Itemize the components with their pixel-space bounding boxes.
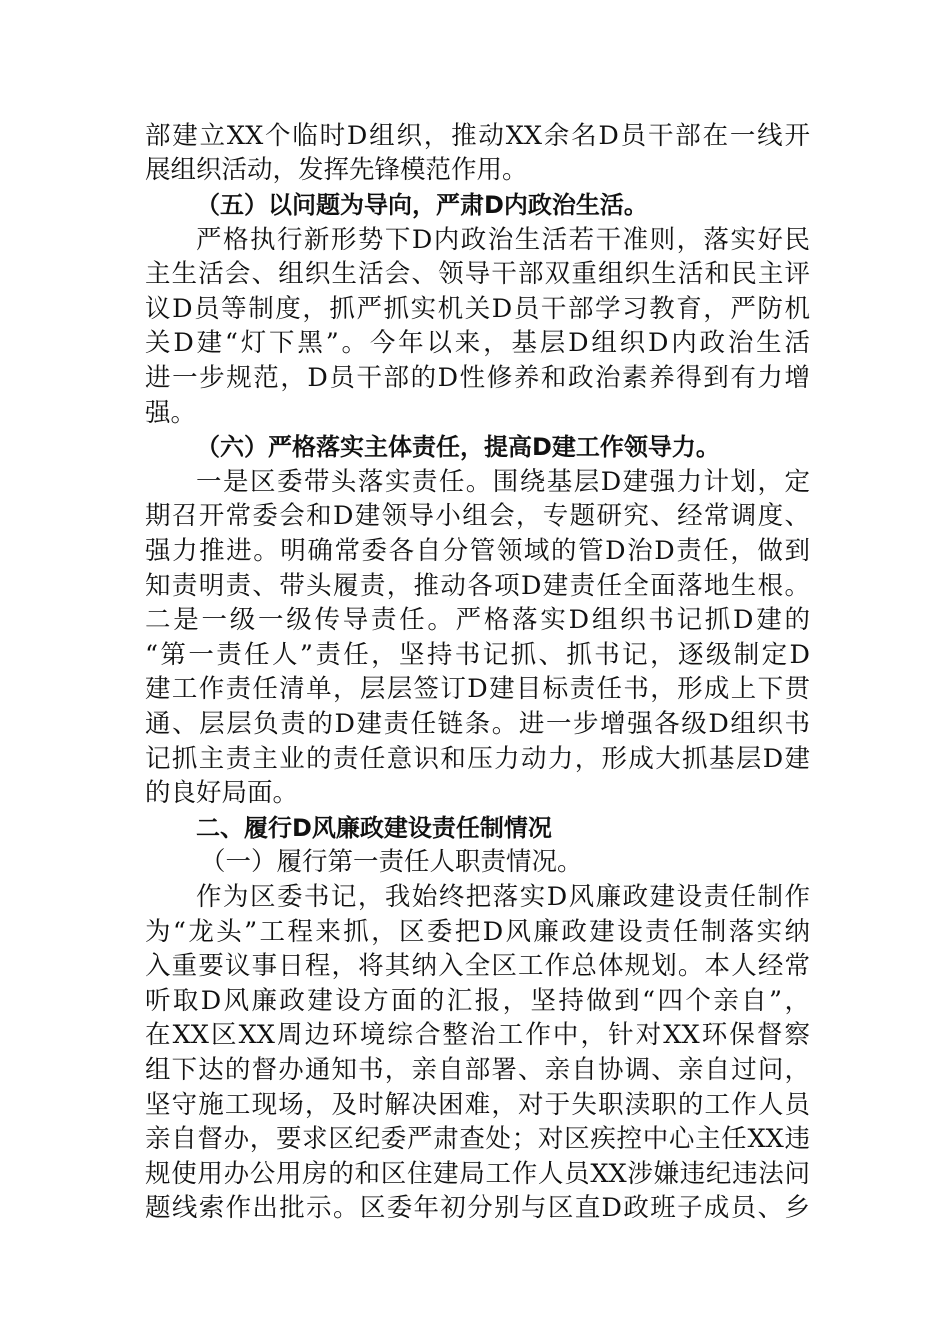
paragraph-line: 主生活会、组织生活会、领导干部双重组织生活和民主评 — [145, 259, 810, 289]
paragraph-line: 议D员等制度，抓严抓实机关D员干部学习教育，严防机 — [145, 294, 810, 324]
paragraph-line: 记抓主责主业的责任意识和压力动力，形成大抓基层D建 — [145, 744, 810, 774]
paragraph-line: 期召开常委会和D建领导小组会，专题研究、经常调度、 — [145, 501, 810, 531]
paragraph-line: 作为区委书记，我始终把落实D风廉政建设责任制作 — [196, 882, 810, 912]
paragraph-line: 为“龙头”工程来抓，区委把D风廉政建设责任制落实纳 — [145, 917, 810, 947]
paragraph-line: 强力推进。明确常委各自分管领域的管D治D责任，做到 — [145, 536, 810, 566]
section-heading: （六）严格落实主体责任，提高D建工作领导力。 — [196, 433, 720, 461]
paragraph-line: 严格执行新形势下D内政治生活若干准则，落实好民 — [196, 225, 810, 255]
paragraph-line: 展组织活动，发挥先锋模范作用。 — [145, 155, 528, 185]
paragraph-line: 亲自督办，要求区纪委严肃查处；对区疾控中心主任XX违 — [145, 1124, 810, 1154]
section-heading: （五）以问题为导向，严肃D内政治生活。 — [196, 191, 648, 219]
paragraph-line: 部建立XX个临时D组织，推动XX余名D员干部在一线开 — [145, 121, 810, 151]
paragraph-line: 组下达的督办通知书，亲自部署、亲自协调、亲自过问， — [145, 1055, 810, 1085]
paragraph-line: 知责明责、带头履责，推动各项D建责任全面落地生根。 — [145, 571, 810, 601]
paragraph-line: 规使用办公用房的和区住建局工作人员XX涉嫌违纪违法问 — [145, 1159, 810, 1189]
paragraph-line: 题线索作出批示。区委年初分别与区直D政班子成员、乡 — [145, 1193, 810, 1223]
paragraph-line: 二是一级一级传导责任。严格落实D组织书记抓D建的 — [145, 605, 810, 635]
paragraph-line: 坚守施工现场，及时解决困难，对于失职渎职的工作人员 — [145, 1090, 810, 1120]
paragraph-line: 进一步规范，D员干部的D性修养和政治素养得到有力增 — [145, 363, 810, 393]
paragraph-line: 强。 — [145, 398, 197, 428]
paragraph-line: 的良好局面。 — [145, 778, 299, 808]
paragraph-line: 关D建“灯下黑”。今年以来，基层D组织D内政治生活 — [145, 328, 810, 358]
paragraph-line: 入重要议事日程，将其纳入全区工作总体规划。本人经常 — [145, 951, 810, 981]
paragraph-line: 通、层层负责的D建责任链条。进一步增强各级D组织书 — [145, 709, 810, 739]
paragraph-line: “第一责任人”责任，坚持书记抓、抓书记，逐级制定D — [145, 640, 810, 670]
paragraph-line: 一是区委带头落实责任。围绕基层D建强力计划，定 — [196, 467, 810, 497]
chapter-heading: 二、履行D风廉政建设责任制情况 — [196, 814, 552, 842]
paragraph-line: 建工作责任清单，层层签订D建目标责任书，形成上下贯 — [145, 674, 810, 704]
paragraph-line: 听取D风廉政建设方面的汇报，坚持做到“四个亲自”， — [145, 986, 810, 1016]
paragraph-line: 在XX区XX周边环境综合整治工作中，针对XX环保督察 — [145, 1020, 810, 1050]
subsection-heading: （一）履行第一责任人职责情况。 — [200, 847, 583, 877]
